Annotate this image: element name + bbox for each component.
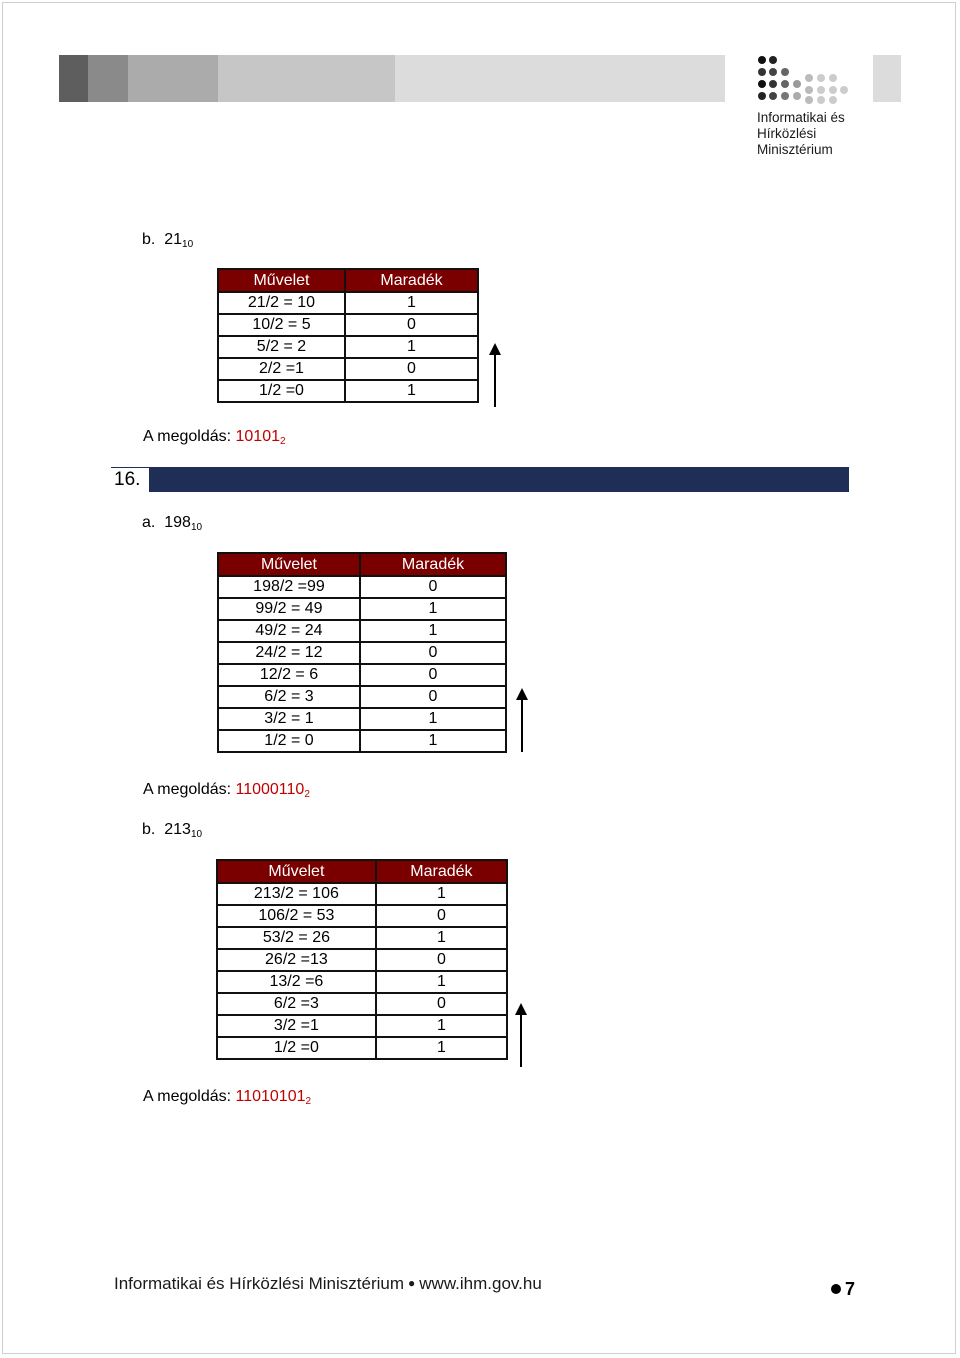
footer-url[interactable]: www.ihm.gov.hu <box>419 1274 542 1293</box>
exercise-header-bar <box>111 467 849 492</box>
table-row: 213/2 = 106 1 <box>217 883 507 905</box>
table-row: 26/2 =13 0 <box>217 949 507 971</box>
table-row: 5/2 = 2 1 <box>218 336 478 358</box>
solution-198: A megoldás: $11000110_2$ <box>143 781 310 800</box>
division-table-213: Művelet Maradék 213/2 = 106 1 106/2 = 53 0 53/2 = 26 1 26/2 =13 0 13/2 =6 1 6/2 =3 0 3/2 =1 1 1/2 =0 1 <box>216 859 508 1060</box>
table-row: 13/2 =6 1 <box>217 971 507 993</box>
table-row: 21/2 = 10 1 <box>218 292 478 314</box>
table-row: 2/2 =1 0 <box>218 358 478 380</box>
division-table-21: Művelet Maradék 21/2 = 10 1 10/2 = 5 0 5/2 = 2 1 2/2 =1 0 1/2 =0 1 <box>217 268 479 403</box>
table-row: 1/2 =0 1 <box>217 1037 507 1059</box>
table-row: 12/2 = 6 0 <box>218 664 506 686</box>
table-row: 99/2 = 49 1 <box>218 598 506 620</box>
table-row: 198/2 =99 0 <box>218 576 506 598</box>
table-row: 10/2 = 5 0 <box>218 314 478 336</box>
table-row: 6/2 = 3 0 <box>218 686 506 708</box>
page-number: 7 <box>831 1279 855 1300</box>
read-up-arrow-icon <box>520 1015 522 1067</box>
table-row: 49/2 = 24 1 <box>218 620 506 642</box>
table-row: 24/2 = 12 0 <box>218 642 506 664</box>
read-up-arrow-icon <box>521 700 523 752</box>
exercise-number: 16. <box>111 468 149 492</box>
section-a-title: a. $198_{10}$ <box>142 514 203 533</box>
footer-org: Informatikai és Hírközlési Minisztérium <box>114 1274 405 1293</box>
solution-213: A megoldás: $11010101_2$ <box>143 1088 312 1107</box>
division-table-198: Művelet Maradék 198/2 =99 0 99/2 = 49 1 49/2 = 24 1 24/2 = 12 0 12/2 = 6 0 6/2 = 3 0 3/2 = 1 1 1/2 = 0 1 <box>217 552 507 753</box>
table-row: 3/2 =1 1 <box>217 1015 507 1037</box>
table-row: 106/2 = 53 0 <box>217 905 507 927</box>
table-row: 53/2 = 26 1 <box>217 927 507 949</box>
section-b-title: b. $213_{10}$ <box>142 821 203 840</box>
footer-separator: ● <box>408 1276 416 1290</box>
section-b-prev-title: b. $21_{10}$ <box>142 231 194 250</box>
footer <box>114 1274 542 1294</box>
solution-21: A megoldás: $10101_2$ <box>143 428 286 447</box>
table-row: 1/2 = 0 1 <box>218 730 506 752</box>
table-row: 6/2 =3 0 <box>217 993 507 1015</box>
bullet-icon <box>831 1284 841 1294</box>
ministry-name: Informatikai és Hírközlési Minisztérium <box>757 110 845 157</box>
table-row: 1/2 =0 1 <box>218 380 478 402</box>
table-row: 3/2 = 1 1 <box>218 708 506 730</box>
read-up-arrow-icon <box>494 355 496 407</box>
